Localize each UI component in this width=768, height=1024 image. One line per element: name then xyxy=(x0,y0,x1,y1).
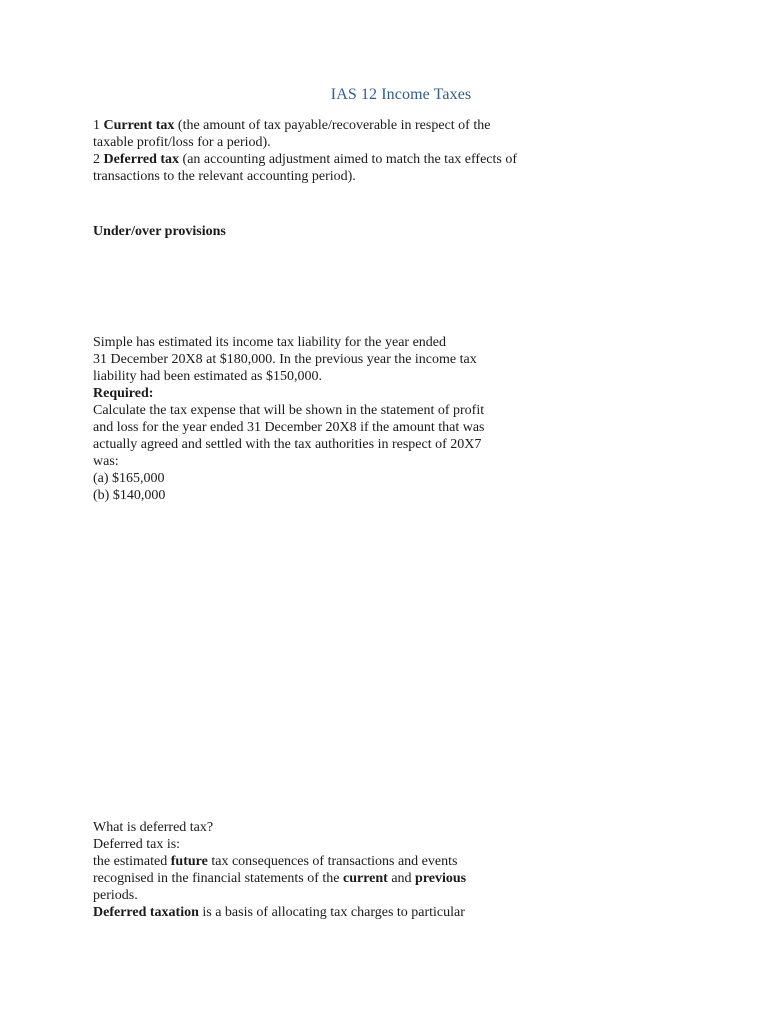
required-label: Required: xyxy=(93,386,154,401)
bullet-text: recognised in the financial statements of the xyxy=(93,871,340,886)
bold-term: current xyxy=(342,871,388,886)
bold-term: previous xyxy=(415,871,467,886)
bullet-text: tax consequences of transactions and events xyxy=(211,854,458,869)
required-line: and loss for the year ended 31 December 20X8 if the amount that was xyxy=(93,420,485,435)
bullet-text: and xyxy=(391,871,412,886)
deferred-intro: Deferred tax is: xyxy=(93,837,181,852)
example-line: 31 December 20X8 at $180,000. In the previous year the income tax xyxy=(93,352,477,367)
current-tax-text: (the amount of tax payable/recoverable in respect of the xyxy=(177,118,491,133)
option-b: (b) $140,000 xyxy=(93,488,166,503)
bold-term: Deferred taxation xyxy=(93,905,199,920)
required-line: Calculate the tax expense that will be shown in the statement of profit xyxy=(93,403,485,418)
deferred-tax-section xyxy=(93,819,613,921)
item-number: 1 xyxy=(93,118,100,133)
example-question xyxy=(93,334,613,504)
deferred-question: What is deferred tax? xyxy=(93,820,214,835)
bullet-line xyxy=(93,853,613,870)
deferred-tax-text: (an accounting adjustment aimed to match the tax effects of xyxy=(182,152,518,167)
bullet-text: the estimated xyxy=(93,854,168,869)
bullet-continuation xyxy=(93,870,613,887)
deferred-tax-line-1 xyxy=(93,151,613,168)
option-a: (a) $165,000 xyxy=(93,471,165,486)
current-tax-line-2: taxable profit/loss for a period). xyxy=(93,135,271,150)
document-title: IAS 12 Income Taxes xyxy=(330,86,472,103)
bold-term: future xyxy=(170,854,208,869)
section-heading: Under/over provisions xyxy=(93,224,226,239)
example-line: liability had been estimated as $150,000. xyxy=(93,369,323,384)
required-line: actually agreed and settled with the tax authorities in respect of 20X7 xyxy=(93,437,482,452)
intro-definitions xyxy=(93,117,613,185)
current-tax-term: Current tax xyxy=(103,118,175,133)
deferred-tax-term: Deferred tax xyxy=(103,152,180,167)
deferred-tax-line-2: transactions to the relevant accounting period). xyxy=(93,169,356,184)
required-line: was: xyxy=(93,454,119,469)
definition-text: is a basis of allocating tax charges to particular xyxy=(202,905,465,920)
item-number: 2 xyxy=(93,152,100,167)
current-tax-line-1 xyxy=(93,117,613,134)
bullet-continuation: periods. xyxy=(93,888,138,903)
definition-line xyxy=(93,904,613,921)
example-line: Simple has estimated its income tax liability for the year ended xyxy=(93,335,447,350)
